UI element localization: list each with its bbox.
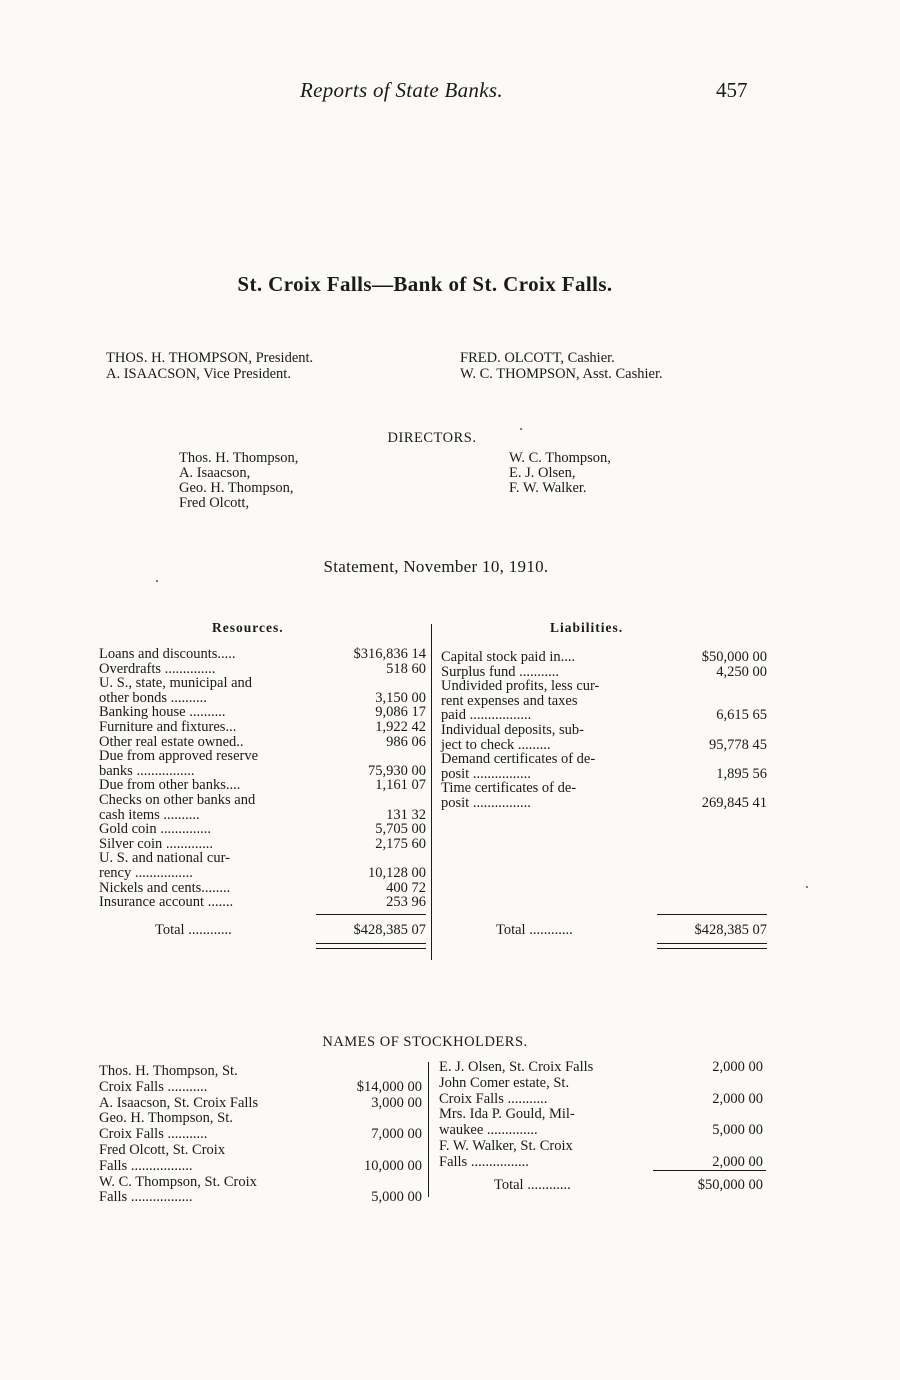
resource-line-label: Loans and discounts..... bbox=[99, 646, 236, 662]
stockholder-line-label: Falls ................. bbox=[99, 1189, 193, 1206]
resource-line-amount: 10,128 00 bbox=[368, 865, 426, 881]
stockholder-line-label: John Comer estate, St. bbox=[439, 1074, 570, 1091]
resources-heading: Resources. bbox=[212, 620, 284, 635]
resources-total-double-rule bbox=[316, 943, 426, 949]
stockholder-line-label: F. W. Walker, St. Croix bbox=[439, 1138, 573, 1154]
liabilities-total-label: Total ............ bbox=[496, 922, 573, 938]
resource-line-label: Insurance account ....... bbox=[99, 894, 234, 911]
stockholder-line-amount: 10,000 00 bbox=[364, 1157, 422, 1174]
liability-line-label: ject to check ......... bbox=[441, 736, 551, 753]
stockholder-line-amount: 3,000 00 bbox=[371, 1094, 422, 1111]
directors-heading: DIRECTORS. bbox=[387, 430, 477, 446]
scan-speck bbox=[520, 428, 522, 430]
stockholder-line-label: Thos. H. Thompson, St. bbox=[99, 1063, 238, 1079]
resource-line-label: Banking house .......... bbox=[99, 704, 226, 721]
director-name: W. C. Thompson, bbox=[509, 450, 611, 466]
resource-line-label: Nickels and cents........ bbox=[99, 879, 231, 896]
stockholder-line-label: A. Isaacson, St. Croix Falls bbox=[99, 1094, 259, 1111]
stockholder-line-label: Croix Falls ........... bbox=[99, 1126, 208, 1143]
stockholder-line-amount: 2,000 00 bbox=[712, 1153, 763, 1170]
resources-total: $428,385 07 bbox=[353, 922, 426, 938]
bank-title: St. Croix Falls—Bank of St. Croix Falls. bbox=[237, 272, 613, 296]
liability-line-amount: 269,845 41 bbox=[701, 795, 767, 811]
liability-line-amount: 6,615 65 bbox=[716, 707, 767, 724]
officers-left bbox=[106, 350, 313, 382]
liability-line-label: Capital stock paid in.... bbox=[441, 649, 576, 665]
resource-line-label: rency ................ bbox=[99, 865, 193, 881]
resource-line-label: Other real estate owned.. bbox=[99, 733, 244, 750]
resources-total-label: Total ............ bbox=[155, 922, 232, 938]
resource-line-amount: 3,150 00 bbox=[375, 689, 426, 706]
column-divider bbox=[431, 624, 432, 960]
resource-line-label: Due from other banks.... bbox=[99, 777, 241, 794]
resource-line-amount: 1,161 07 bbox=[375, 777, 426, 794]
liability-line-amount: 1,895 56 bbox=[716, 765, 767, 782]
liability-line-label: Surplus fund ........... bbox=[441, 663, 560, 680]
resource-line-amount: 400 72 bbox=[386, 879, 426, 896]
resources-sum-rule bbox=[316, 914, 426, 915]
scan-speck bbox=[806, 886, 808, 888]
stockholders-total: $50,000 00 bbox=[697, 1177, 763, 1193]
resource-line-label: Gold coin .............. bbox=[99, 821, 211, 838]
resource-line-label: U. S., state, municipal and bbox=[99, 675, 253, 692]
director-name: E. J. Olsen, bbox=[509, 465, 576, 481]
stockholder-line-label: waukee .............. bbox=[439, 1122, 538, 1139]
liabilities-heading: Liabilities. bbox=[550, 620, 624, 635]
resource-line-label: cash items .......... bbox=[99, 806, 200, 823]
resource-line-amount: 75,930 00 bbox=[368, 762, 426, 779]
director-name: A. Isaacson, bbox=[179, 465, 251, 481]
officer-cashier: FRED. OLCOTT, Cashier. bbox=[460, 350, 615, 366]
stockholder-line-amount: 5,000 00 bbox=[712, 1122, 763, 1139]
officer-president: THOS. H. THOMPSON, President. bbox=[106, 350, 314, 366]
liability-line-label: Time certificates of de- bbox=[441, 780, 577, 797]
director-name: Fred Olcott, bbox=[179, 495, 250, 511]
directors-right bbox=[509, 451, 611, 496]
resource-line-amount: 518 60 bbox=[386, 660, 426, 677]
liability-line-label: paid ................. bbox=[441, 707, 532, 724]
stockholder-line-label: Falls ................. bbox=[99, 1157, 193, 1174]
page-number: 457 bbox=[716, 78, 748, 102]
director-name: Geo. H. Thompson, bbox=[179, 480, 294, 496]
director-name: F. W. Walker. bbox=[509, 480, 587, 496]
stockholder-line-label: Geo. H. Thompson, St. bbox=[99, 1110, 233, 1127]
director-name: Thos. H. Thompson, bbox=[179, 450, 299, 466]
stockholder-line-label: Fred Olcott, St. Croix bbox=[99, 1142, 226, 1158]
liabilities-total: $428,385 07 bbox=[694, 922, 767, 938]
stockholder-line-label: Croix Falls ........... bbox=[439, 1090, 548, 1107]
resource-line-label: Silver coin ............. bbox=[99, 835, 213, 852]
officer-asst-cashier: W. C. THOMPSON, Asst. Cashier. bbox=[460, 366, 663, 382]
liability-line-label: rent expenses and taxes bbox=[441, 692, 578, 709]
stockholders-sum-rule bbox=[653, 1170, 766, 1171]
stockholder-line-label: Falls ................ bbox=[439, 1153, 529, 1170]
liability-line-amount: $50,000 00 bbox=[701, 649, 767, 665]
liability-line-label: Demand certificates of de- bbox=[441, 751, 596, 768]
resource-line-label: banks ................ bbox=[99, 762, 195, 779]
statement-date: Statement, November 10, 1910. bbox=[323, 557, 549, 576]
liabilities-total-double-rule bbox=[657, 943, 767, 949]
resource-line-amount: 2,175 60 bbox=[375, 835, 426, 852]
resource-line-label: Furniture and fixtures... bbox=[99, 719, 237, 735]
stockholder-line-label: Croix Falls ........... bbox=[99, 1078, 208, 1095]
stockholder-line-label: W. C. Thompson, St. Croix bbox=[99, 1173, 257, 1190]
stockholder-line-amount: $14,000 00 bbox=[356, 1078, 422, 1095]
liability-line-amount: 4,250 00 bbox=[716, 663, 767, 680]
scan-speck bbox=[156, 580, 158, 582]
stockholder-line-amount: 2,000 00 bbox=[712, 1090, 763, 1107]
liability-line-amount: 95,778 45 bbox=[709, 736, 767, 753]
running-header-title: Reports of State Banks. bbox=[300, 78, 503, 102]
resource-line-amount: 1,922 42 bbox=[375, 719, 426, 735]
liabilities-sum-rule bbox=[657, 914, 767, 915]
stockholders-divider bbox=[428, 1062, 429, 1197]
liability-line-label: Individual deposits, sub- bbox=[441, 722, 584, 738]
resource-line-amount: 131 32 bbox=[386, 806, 426, 823]
directors-left bbox=[179, 451, 298, 511]
resource-line-amount: 5,705 00 bbox=[375, 821, 426, 838]
officer-vice-president: A. ISAACSON, Vice President. bbox=[106, 366, 291, 382]
officers-right bbox=[460, 350, 663, 382]
resource-line-label: Due from approved reserve bbox=[99, 748, 259, 765]
stockholders-heading: NAMES OF STOCKHOLDERS. bbox=[322, 1034, 528, 1050]
stockholder-line-label: E. J. Olsen, St. Croix Falls bbox=[439, 1059, 594, 1075]
resource-line-label: other bonds .......... bbox=[99, 689, 207, 706]
liability-line-label: posit ................ bbox=[441, 795, 531, 811]
stockholder-line-amount: 7,000 00 bbox=[371, 1126, 422, 1143]
liability-line-label: posit ................ bbox=[441, 765, 531, 782]
stockholder-line-label: Mrs. Ida P. Gould, Mil- bbox=[439, 1106, 575, 1123]
resource-line-label: Overdrafts .............. bbox=[99, 660, 216, 677]
resource-line-label: Checks on other banks and bbox=[99, 792, 256, 808]
resource-line-label: U. S. and national cur- bbox=[99, 850, 230, 867]
resource-line-amount: 9,086 17 bbox=[375, 704, 426, 721]
resource-line-amount: 986 06 bbox=[386, 733, 426, 750]
resource-line-amount: 253 96 bbox=[386, 894, 426, 911]
resource-line-amount: $316,836 14 bbox=[353, 646, 426, 662]
stockholder-line-amount: 5,000 00 bbox=[371, 1189, 422, 1206]
stockholder-line-amount: 2,000 00 bbox=[712, 1059, 763, 1075]
liability-line-label: Undivided profits, less cur- bbox=[441, 678, 600, 695]
stockholders-total-label: Total ............ bbox=[494, 1177, 571, 1193]
